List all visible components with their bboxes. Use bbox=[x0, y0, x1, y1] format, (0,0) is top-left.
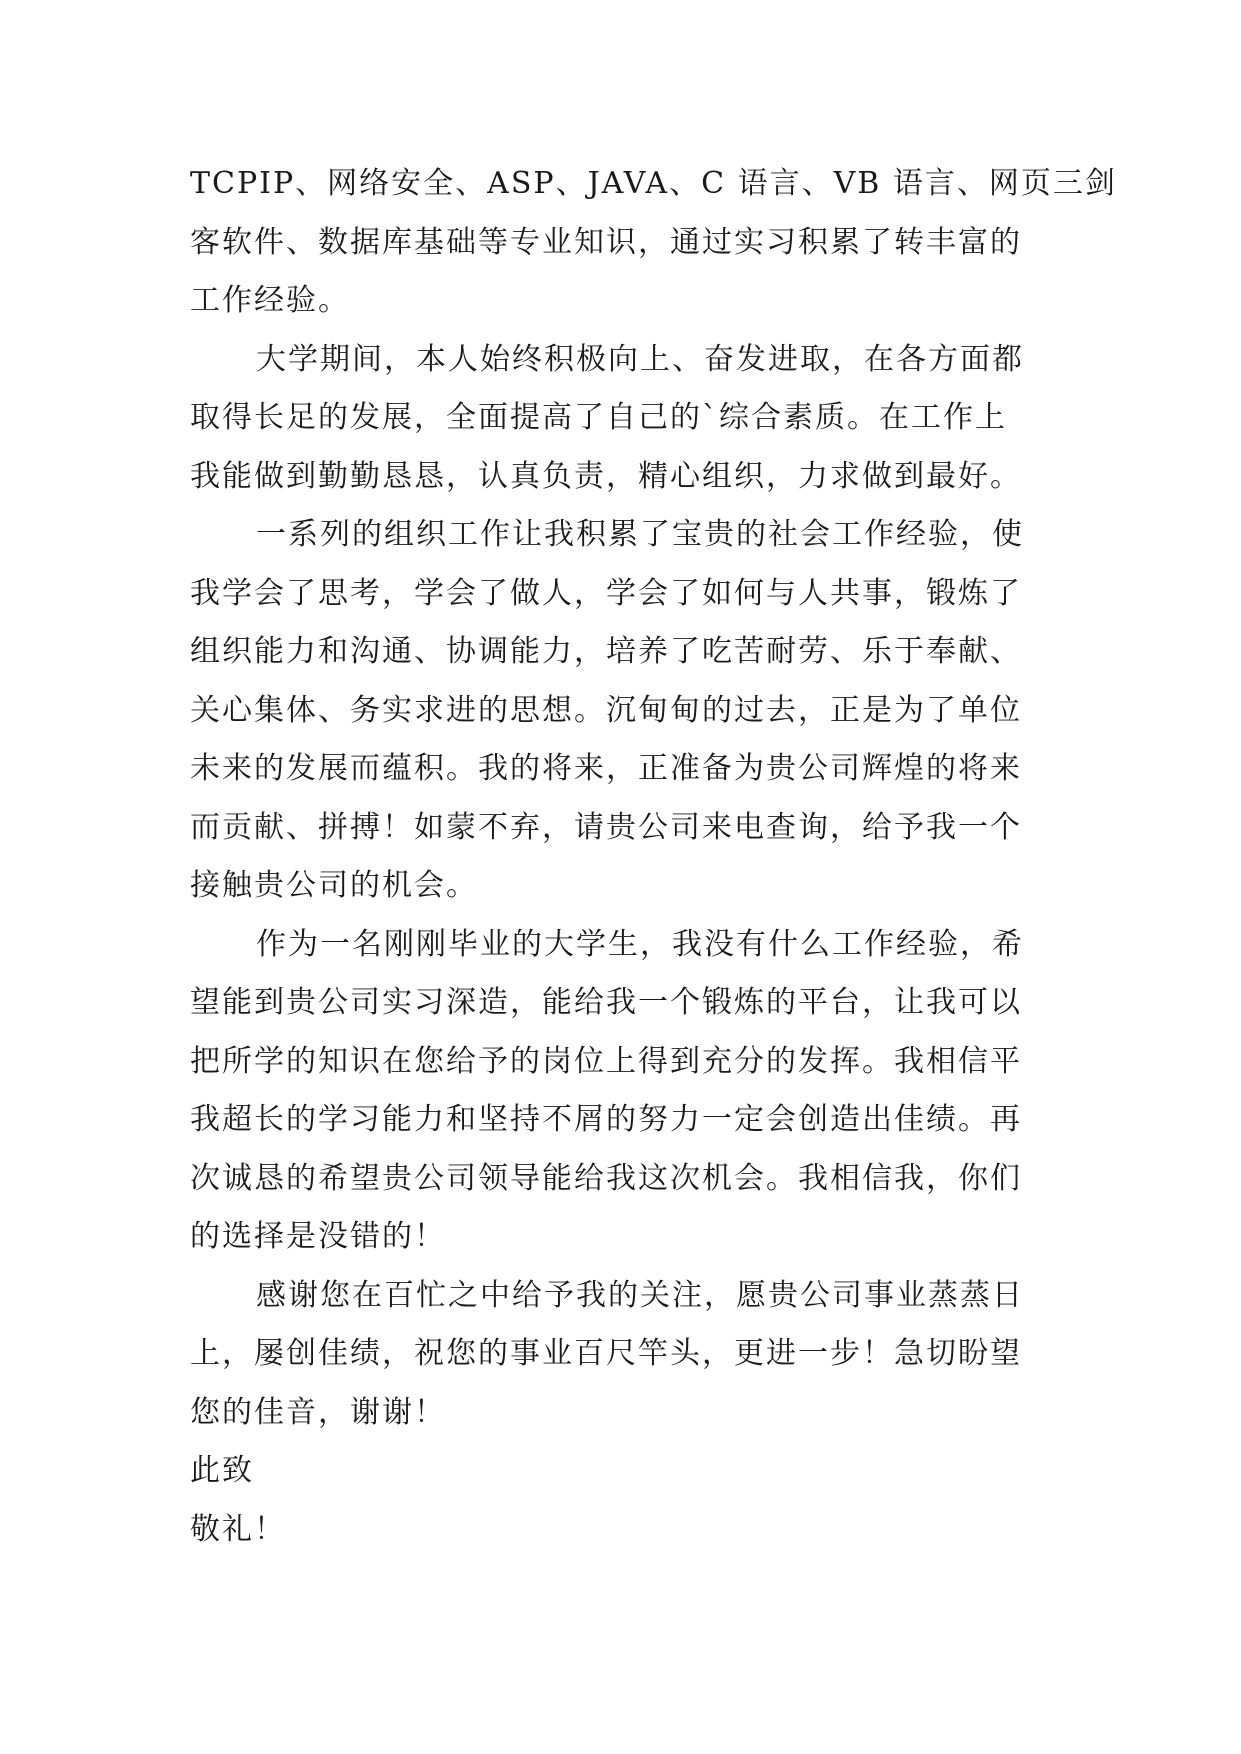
text-line: 接触贵公司的机会。 bbox=[190, 868, 478, 903]
paragraph bbox=[190, 1442, 1060, 1501]
paragraph bbox=[190, 155, 1117, 331]
text-line: 工作经验。 bbox=[190, 283, 350, 318]
text-line: 我超长的学习能力和坚持不屑的努力一定会创造出佳绩。再 bbox=[190, 1102, 1022, 1137]
letter-body bbox=[190, 155, 1117, 1559]
paragraph bbox=[190, 1501, 1060, 1560]
text-line: 把所学的知识在您给予的岗位上得到充分的发挥。我相信平 bbox=[190, 1043, 1022, 1079]
text-line: 我能做到勤勤恳恳，认真负责，精心组织，力求做到最好。 bbox=[190, 458, 1022, 494]
text-line: 客软件、数据库基础等专业知识，通过实习积累了转丰富的 bbox=[190, 224, 1022, 260]
paragraph bbox=[190, 506, 1060, 916]
text-line: 而贡献、拼搏！如蒙不弃，请贵公司来电查询，给予我一个 bbox=[190, 809, 1022, 845]
text-line: 取得长足的发展，全面提高了自己的`综合素质。在工作上 bbox=[190, 400, 1007, 435]
text-line: 上，屡创佳绩，祝您的事业百尺竿头，更进一步！急切盼望 bbox=[190, 1336, 1022, 1371]
text-line: TCPIP、网络安全、ASP、JAVA、C 语言、VB 语言、网页三剑 bbox=[190, 166, 1117, 201]
text-line: 关心集体、务实求进的思想。沉甸甸的过去，正是为了单位 bbox=[190, 692, 1022, 728]
text-line: 感谢您在百忙之中给予我的关注，愿贵公司事业蒸蒸日 bbox=[256, 1277, 1024, 1313]
text-line: 组织能力和沟通、协调能力，培养了吃苦耐劳、乐于奉献、 bbox=[190, 634, 1022, 669]
text-line: 望能到贵公司实习深造，能给我一个锻炼的平台，让我可以 bbox=[190, 985, 1022, 1020]
text-line: 大学期间，本人始终积极向上、奋发进取，在各方面都 bbox=[256, 341, 1024, 377]
text-line: 次诚恳的希望贵公司领导能给我这次机会。我相信我，你们 bbox=[190, 1160, 1022, 1196]
text-line: 作为一名刚刚毕业的大学生，我没有什么工作经验，希 bbox=[256, 926, 1024, 962]
text-line: 一系列的组织工作让我积累了宝贵的社会工作经验，使 bbox=[256, 517, 1024, 552]
text-line: 的选择是没错的！ bbox=[190, 1219, 446, 1254]
text-line: 敬礼！ bbox=[190, 1511, 286, 1547]
text-line: 未来的发展而蕴积。我的将来，正准备为贵公司辉煌的将来 bbox=[190, 751, 1022, 786]
text-line: 您的佳音，谢谢！ bbox=[190, 1394, 446, 1430]
paragraph bbox=[190, 1267, 1060, 1443]
text-line: 我学会了思考，学会了做人，学会了如何与人共事，锻炼了 bbox=[190, 575, 1022, 611]
paragraph bbox=[190, 331, 1060, 507]
text-line: 此致 bbox=[190, 1453, 254, 1488]
paragraph bbox=[190, 916, 1060, 1267]
